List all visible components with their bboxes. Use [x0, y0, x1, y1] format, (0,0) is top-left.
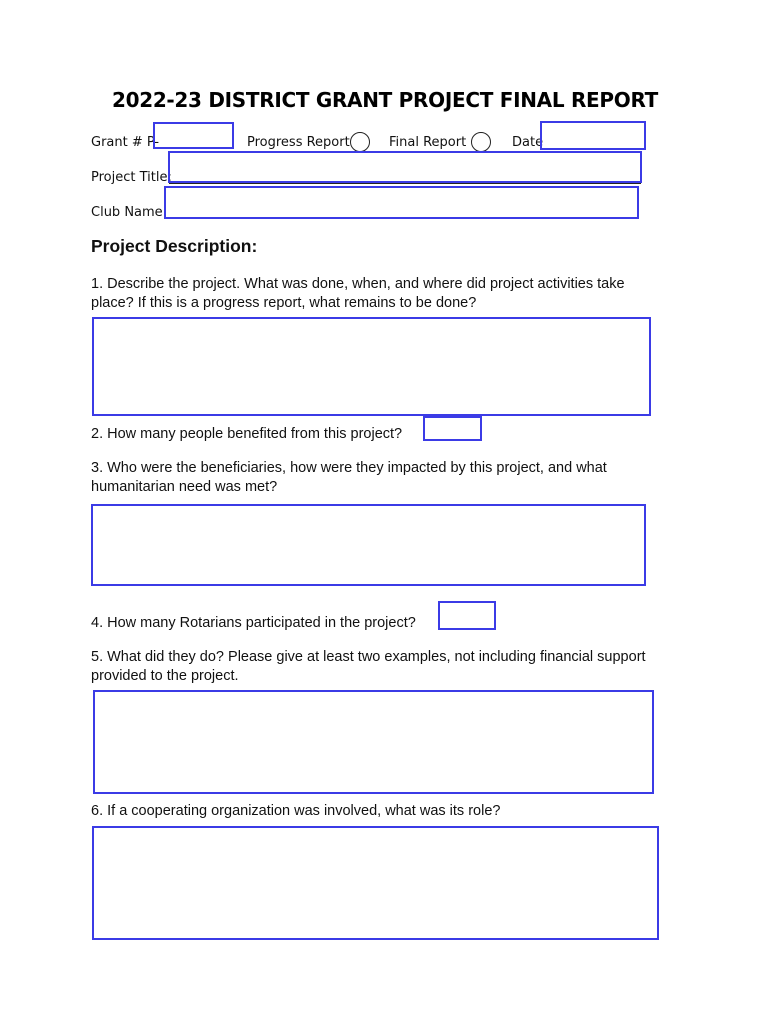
question-1-answer[interactable] — [92, 317, 651, 416]
grant-number-input[interactable] — [153, 122, 234, 149]
question-5: 5. What did they do? Please give at least two examples, not including financial support provided to the project. — [91, 649, 646, 684]
question-2: 2. How many people benefited from this project? — [91, 426, 403, 442]
progress-report-label: Progress Report — [247, 135, 350, 150]
date-input[interactable] — [540, 121, 646, 150]
question-6-answer[interactable] — [92, 826, 659, 940]
question-3-answer[interactable] — [91, 504, 646, 586]
question-3: 3. Who were the beneficiaries, how were they impacted by this project, and what humanitarian need was met? — [91, 460, 607, 495]
grant-number-label: Grant # P- — [91, 135, 160, 150]
form-title: 2022-23 DISTRICT GRANT PROJECT FINAL REPORT — [111, 88, 659, 112]
question-6: 6. If a cooperating organization was involved, what was its role? — [91, 803, 501, 819]
final-report-label: Final Report — [389, 135, 467, 150]
question-5-answer[interactable] — [93, 690, 654, 794]
question-1: 1. Describe the project. What was done, when, and where did project activities take place? If this is a progress report, what remains to be done? — [91, 276, 625, 311]
question-2-answer[interactable] — [423, 416, 482, 441]
question-4: 4. How many Rotarians participated in the project? — [91, 615, 416, 631]
progress-report-radio[interactable] — [350, 132, 370, 152]
question-4-answer[interactable] — [438, 601, 496, 630]
project-title-input[interactable] — [168, 151, 642, 183]
final-report-radio[interactable] — [471, 132, 491, 152]
project-title-underline — [169, 183, 641, 184]
date-label: Date — [512, 135, 544, 150]
section-heading: Project Description: — [91, 236, 258, 256]
project-title-label: Project Title: — [91, 170, 172, 185]
club-name-input[interactable] — [164, 186, 639, 219]
club-name-label: Club Name: — [91, 205, 168, 220]
